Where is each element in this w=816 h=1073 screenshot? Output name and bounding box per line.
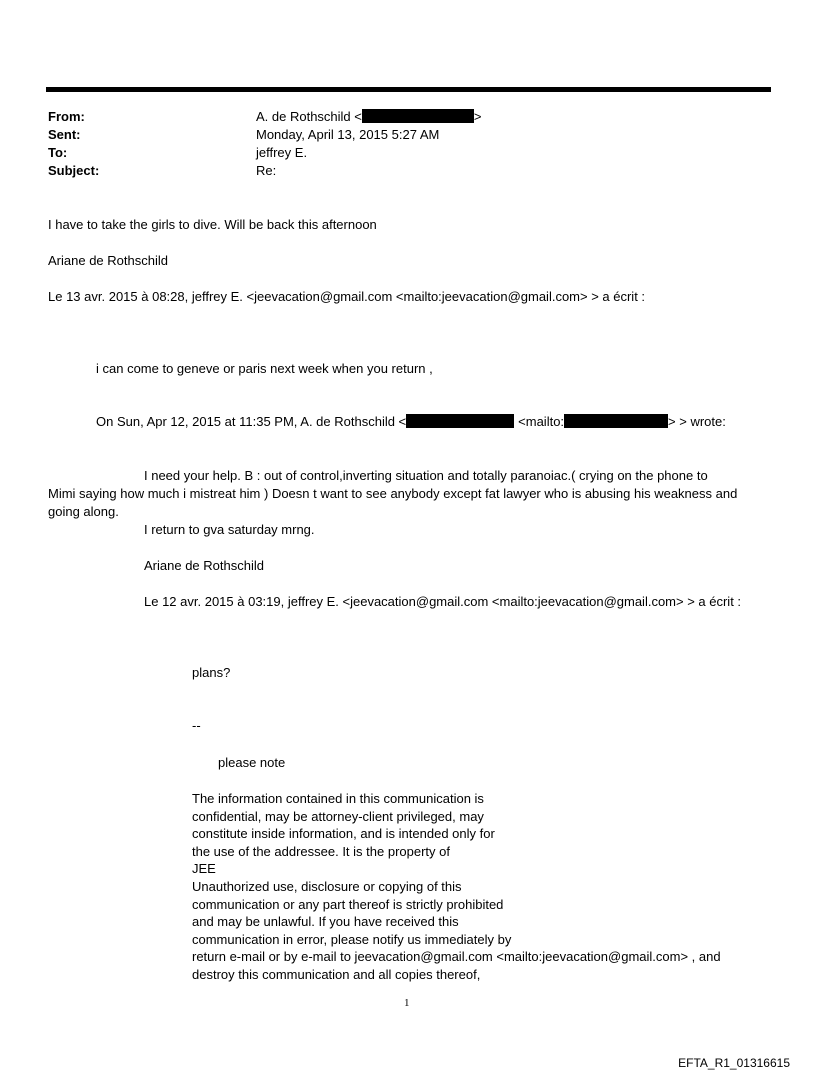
subject-label: Subject:	[48, 163, 100, 178]
body-line: I have to take the girls to dive. Will be back this afternoon	[48, 217, 377, 232]
notice-line: constitute inside information, and is intended only for	[192, 826, 495, 842]
notice-line: the use of the addressee. It is the property of	[192, 843, 450, 859]
subject-value: Re:	[256, 163, 277, 178]
reply-line: i can come to geneve or paris next week when you return ,	[96, 361, 433, 376]
redaction-box	[406, 414, 514, 428]
quote2-mailto: <mailto:	[518, 414, 565, 429]
quote2-suffix: > > wrote:	[668, 414, 726, 429]
quote2-prefix: On Sun, Apr 12, 2015 at 11:35 PM, A. de Rothschild <	[96, 414, 407, 429]
document-id: EFTA_R1_01316615	[678, 1056, 790, 1070]
quote-intro: Le 13 avr. 2015 à 08:28, jeffrey E. <jeevacation@gmail.com <mailto:jeevacation@gmail.com> > a écrit :	[48, 289, 646, 304]
from-name: A. de Rothschild <	[256, 109, 362, 124]
from-row	[48, 108, 481, 126]
from-label: From:	[48, 109, 85, 124]
email-header	[48, 108, 481, 180]
notice-line: JEE	[192, 861, 216, 877]
notice-line: communication or any part thereof is strictly prohibited	[192, 896, 504, 912]
page-number: 1	[404, 997, 410, 1009]
quote-intro-3: Le 12 avr. 2015 à 03:19, jeffrey E. <jeevacation@gmail.com <mailto:jeevacation@gmail.com> > a écrit :	[144, 594, 742, 609]
to-label: To:	[48, 145, 68, 160]
sig-dashes: --	[192, 718, 201, 733]
confidentiality-notice	[192, 790, 792, 984]
notice-line: and may be unlawful. If you have received this	[192, 914, 459, 930]
signature: Ariane de Rothschild	[144, 558, 264, 573]
notice-line: return e-mail or by e-mail to jeevacation@gmail.com <mailto:jeevacation@gmail.com> , and	[192, 949, 721, 965]
notice-line: destroy this communication and all copies thereof,	[192, 966, 481, 982]
sent-row	[48, 126, 481, 144]
help-line: going along.	[48, 504, 119, 519]
to-value: jeffrey E.	[256, 145, 308, 160]
header-rule	[46, 87, 771, 92]
notice-line: The information contained in this communication is	[192, 791, 484, 806]
please-note: please note	[218, 755, 286, 770]
notice-line: Unauthorized use, disclosure or copying of this	[192, 878, 462, 894]
plans-line: plans?	[192, 665, 231, 680]
quote-intro-2	[96, 413, 726, 431]
help-line: I need your help. B : out of control,inverting situation and totally paranoiac.( crying on the phone to	[144, 468, 708, 483]
redaction-box	[362, 109, 474, 123]
subject-row	[48, 162, 481, 180]
sent-value: Monday, April 13, 2015 5:27 AM	[256, 127, 440, 142]
sent-label: Sent:	[48, 127, 81, 142]
from-value	[256, 108, 481, 126]
signature: Ariane de Rothschild	[48, 253, 168, 268]
from-close: >	[473, 109, 482, 124]
redaction-box	[564, 414, 668, 428]
help-line: Mimi saying how much i mistreat him ) Doesn t want to see anybody except fat lawyer who is abusing his weakness and	[48, 486, 738, 501]
to-row	[48, 144, 481, 162]
return-line: I return to gva saturday mrng.	[144, 522, 315, 537]
notice-line: communication in error, please notify us immediately by	[192, 931, 512, 947]
notice-line: confidential, may be attorney-client privileged, may	[192, 808, 484, 824]
